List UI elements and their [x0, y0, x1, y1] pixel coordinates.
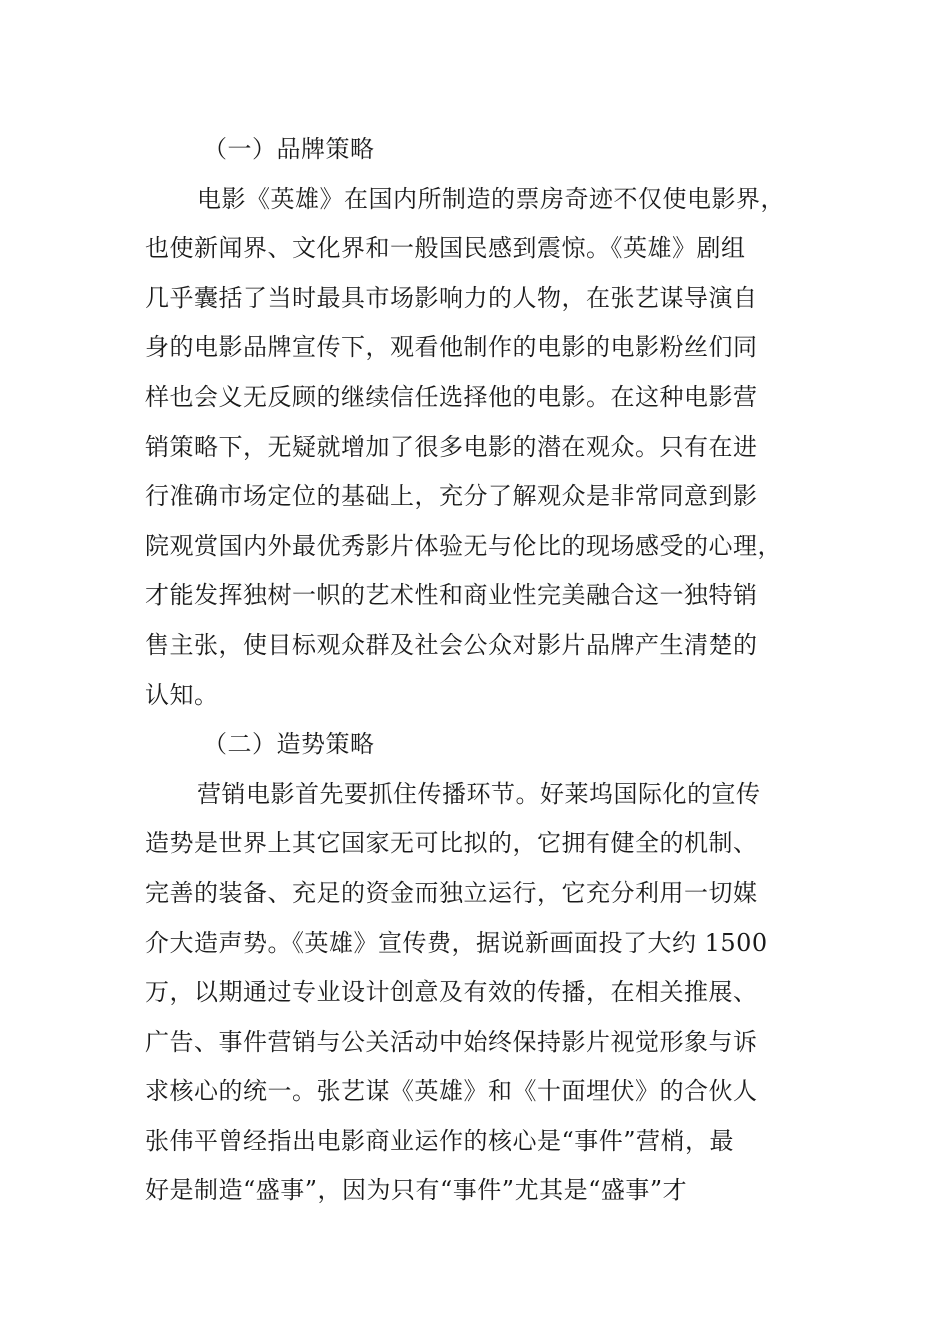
paragraph-line: 销策略下，无疑就增加了很多电影的潜在观众。只有在进: [145, 432, 758, 461]
section-2-heading: （二）造势策略: [203, 730, 375, 759]
paragraph-line: 售主张，使目标观众群及社会公众对影片品牌产生清楚的: [145, 630, 758, 659]
paragraph-line: 行准确市场定位的基础上，充分了解观众是非常同意到影: [145, 482, 758, 511]
paragraph-line: 介大造声势。《英雄》宣传费，据说新画面投了大约 1500: [145, 928, 768, 957]
paragraph-line: 求核心的统一。张艺谋《英雄》和《十面埋伏》的合伙人: [145, 1077, 758, 1106]
paragraph-line: 万，以期通过专业设计创意及有效的传播，在相关推展、: [145, 978, 758, 1007]
paragraph-line: 造势是世界上其它国家无可比拟的，它拥有健全的机制、: [145, 829, 758, 858]
paragraph-line: 营销电影首先要抓住传播环节。好莱坞国际化的宣传: [197, 779, 761, 808]
paragraph-line: 几乎囊括了当时最具市场影响力的人物，在张艺谋导演自: [145, 283, 758, 312]
paragraph-line: 好是制造“盛事”，因为只有“事件”尤其是“盛事”才: [145, 1176, 688, 1205]
paragraph-line: 广告、事件营销与公关活动中始终保持影片视觉形象与诉: [145, 1027, 758, 1056]
section-1: [145, 125, 795, 1216]
paragraph-line: 院观赏国内外最优秀影片体验无与伦比的现场感受的心理，: [145, 531, 782, 560]
paragraph-line: 身的电影品牌宣传下，观看他制作的电影的电影粉丝们同: [145, 333, 758, 362]
paragraph-line: 电影《英雄》在国内所制造的票房奇迹不仅使电影界，: [197, 184, 785, 213]
paragraph-line: 完善的装备、充足的资金而独立运行，它充分利用一切媒: [145, 878, 758, 907]
paragraph-line: 也使新闻界、文化界和一般国民感到震惊。《英雄》剧组: [145, 234, 746, 263]
section-1-heading: （一）品牌策略: [203, 135, 375, 163]
paragraph-line: 认知。: [145, 680, 219, 709]
paragraph-line: 张伟平曾经指出电影商业运作的核心是“事件”营梢，最: [145, 1126, 735, 1155]
paragraph-line: 样也会义无反顾的继续信任选择他的电影。在这种电影营: [145, 382, 758, 411]
paragraph-line: 才能发挥独树一帜的艺术性和商业性完美融合这一独特销: [145, 581, 758, 610]
